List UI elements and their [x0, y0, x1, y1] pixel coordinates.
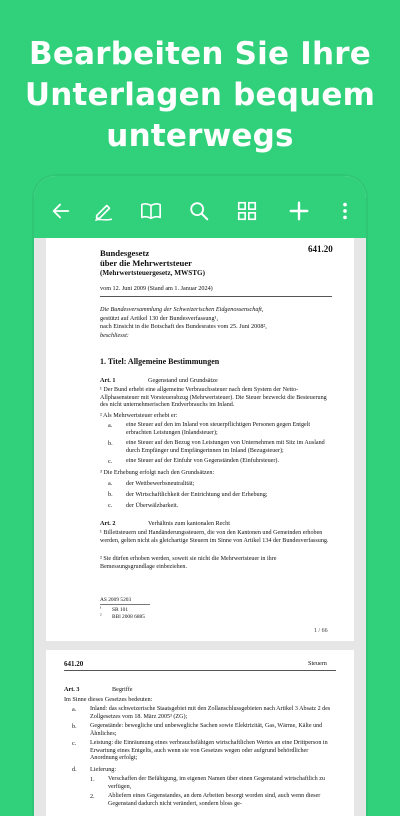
art2-paragraph-1: ¹ Billettsteuern und Handänderungssteuern, die von den Kantonen und Gemeinden erhoben werden, gelten nicht als gleichartige Steuern im Sinne von Artikel 134 der Bundesverfassung.: [100, 530, 329, 544]
plus-icon[interactable]: [286, 198, 312, 224]
art3-d2-label: 2.: [90, 793, 95, 800]
pen-icon[interactable]: [91, 198, 117, 224]
more-vertical-icon[interactable]: [332, 198, 358, 224]
art3-d1-label: 1.: [90, 776, 95, 783]
book-icon[interactable]: [138, 198, 164, 224]
footnote-1-label: ¹: [100, 606, 102, 612]
document-page-2[interactable]: [46, 650, 354, 816]
art1-3a-label: a.: [108, 480, 113, 487]
preamble-2: gestützt auf Artikel 130 der Bundesverfassung¹,: [100, 315, 219, 322]
art3-b-label: b.: [72, 723, 77, 730]
phone-frame: [34, 176, 366, 816]
art3-a-label: a.: [72, 706, 77, 713]
doc-title-line-3: (Mehrwertsteuergesetz, MWSTG): [100, 269, 205, 277]
document-page-1[interactable]: [46, 238, 354, 641]
headline-line-2: Unterlagen bequem: [24, 77, 376, 113]
art1-3a: der Wettbewerbsneutralität;: [126, 480, 195, 487]
art1-b-label: b.: [108, 440, 113, 447]
page-number-label: 641.20: [308, 244, 333, 254]
title-divider: [100, 296, 332, 297]
art1-title: Gegenstand und Grundsätze: [148, 377, 218, 384]
art3-item-d: Lieferung:: [90, 766, 117, 773]
art3-item-c: Leistung: die Einräumung eines verbrauchsfähigen wirtschaftlichen Wertes an eine Drittperson in Erwartung eines Entgelts, auch wenn sie von Gesetzes wegen oder aufgrund behördlicher Anordnung erfolgt;: [90, 740, 328, 762]
section-heading: 1. Titel: Allgemeine Bestimmungen: [100, 357, 220, 366]
art1-label: Art. 1: [100, 377, 116, 384]
art3-item-b: Gegenstände: bewegliche und unbewegliche Sachen sowie Elektrizität, Gas, Wärme, Kälte und Ähnliches;: [90, 723, 323, 737]
headline-line-3: unterwegs: [106, 118, 294, 154]
art3-d-label: d.: [72, 766, 77, 773]
art1-c-label: c.: [108, 458, 113, 465]
art1-3c: der Überwälzbarkeit.: [126, 502, 179, 509]
art3-item-d2: Abliefern eines Gegenstandes, an dem Arbeiten besorgt worden sind, auch wenn dieser Gegenstand dadurch nicht verändert, sondern bloss ge-: [108, 793, 321, 807]
preamble-3: nach Einsicht in die Botschaft des Bundesrates vom 25. Juni 2008²,: [100, 323, 267, 330]
art1-a-label: a.: [108, 422, 113, 429]
art3-intro: Im Sinne dieses Gesetzes bedeuten:: [64, 696, 153, 703]
art1-paragraph-2: ² Als Mehrwertsteuer erhebt er:: [100, 412, 178, 419]
footnote-1: SR 101: [112, 607, 129, 613]
art1-item-c: eine Steuer auf der Einfuhr von Gegenständen (Einfuhrsteuer).: [126, 458, 279, 464]
art1-3c-label: c.: [108, 502, 113, 509]
back-arrow-icon[interactable]: [48, 198, 74, 224]
page2-header-divider: [64, 670, 336, 671]
page-indicator: 1 / 66: [314, 628, 328, 634]
footnote-as: AS 2009 5203: [100, 597, 132, 603]
art1-3b-label: b.: [108, 491, 113, 498]
art1-3b: der Wirtschaftlichkeit der Entrichtung und der Erhebung;: [126, 491, 268, 498]
footnote-2-label: ²: [100, 613, 102, 619]
footnote-2: BBl 2008 6885: [112, 614, 145, 620]
page2-number-label: 641.20: [64, 660, 84, 668]
grid-icon[interactable]: [234, 198, 260, 224]
headline-line-1: Bearbeiten Sie Ihre: [29, 36, 371, 72]
toolbar: [34, 176, 366, 238]
art2-title: Verhältnis zum kantonalen Recht: [148, 520, 230, 527]
preamble-1: Die Bundesversammlung der Schweizerischen Eidgenossenschaft,: [100, 306, 264, 313]
doc-date: vom 12. Juni 2009 (Stand am 1. Januar 2024): [100, 285, 213, 292]
preamble-4: beschliesst:: [100, 332, 129, 339]
art3-label: Art. 3: [64, 686, 80, 693]
search-icon[interactable]: [186, 198, 212, 224]
art3-item-a: Inland: das schweizerische Staatsgebiet mit den Zollanschlussgebieten nach Artikel 3 Absatz 2 des Zollgesetzes vom 18. März 2005³ (ZG);: [90, 706, 331, 720]
art1-paragraph-1: ¹ Der Bund erhebt eine allgemeine Verbrauchssteuer nach dem System der Netto-Allphasensteuer mit Vorsteuerabzug (Mehrwertsteuer). Die Steuer bezweckt die Besteuerung des nicht unternehmerischen Endverbrauchs im Inland.: [100, 387, 327, 409]
art1-paragraph-3: ³ Die Erhebung erfolgt nach den Grundsätzen:: [100, 469, 215, 476]
art2-label: Art. 2: [100, 520, 116, 527]
promo-headline: [0, 34, 400, 157]
footnote-divider: [100, 604, 150, 605]
doc-title-line-2: über die Mehrwertsteuer: [100, 258, 192, 268]
art1-item-a: eine Steuer auf den im Inland von steuerpflichtigen Personen gegen Entgelt erbrachten Leistungen (Inlandsteuer);: [126, 422, 311, 436]
art3-c-label: c.: [72, 740, 77, 747]
art3-item-d1: Verschaffen der Befähigung, im eigenen Namen über einen Gegenstand wirtschaftlich zu verfügen,: [108, 776, 325, 790]
page2-section-label: Steuern: [308, 660, 327, 667]
doc-title-line-1: Bundesgesetz: [100, 248, 150, 258]
art1-item-b: eine Steuer auf den Bezug von Leistungen von Unternehmen mit Sitz im Ausland durch Empfänger und Empfängerinnen im Inland (Bezugsteuer);: [126, 440, 325, 454]
art3-title: Begriffe: [112, 686, 133, 693]
art2-paragraph-2: ² Sie dürfen erhoben werden, soweit sie nicht die Mehrwertsteuer in ihre Bemessungsgrundlage einbeziehen.: [100, 556, 277, 570]
